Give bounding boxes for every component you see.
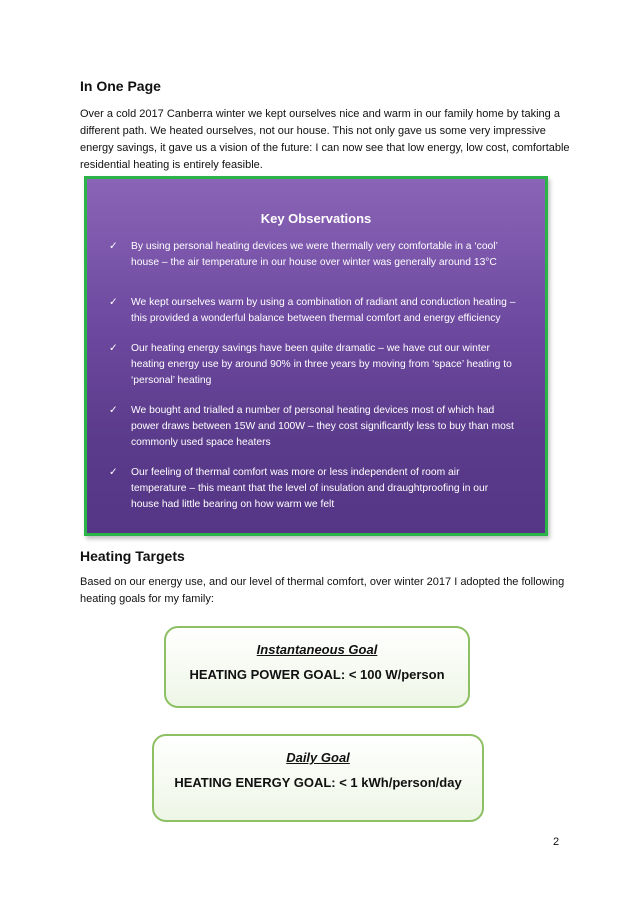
page-number: 2: [553, 836, 560, 848]
observation-line: By using personal heating devices we were thermally very comfortable in a ‘cool’: [131, 241, 498, 252]
key-observations-box: [84, 176, 548, 536]
intro-paragraph: [80, 106, 570, 174]
observation-line: power draws between 15W and 100W – they cost significantly less to buy than most: [131, 421, 514, 432]
targets-paragraph: [80, 574, 570, 608]
intro-line: energy savings, it gave us a vision of the future: I can now see that low energy, low cost, comfortable: [80, 142, 570, 154]
checkmark-icon: ✓: [109, 241, 118, 252]
observation-line: house had little bearing on how warm we felt: [131, 499, 335, 510]
goal-text: HEATING POWER GOAL: < 100 W/person: [189, 667, 445, 682]
observation-line: We bought and trialled a number of personal heating devices most of which had: [131, 405, 495, 416]
targets-line: heating goals for my family:: [80, 593, 214, 605]
key-observations-title: Key Observations: [260, 211, 372, 226]
intro-line: different path. We heated ourselves, not our house. This not only gave us some very impressive: [80, 125, 546, 137]
observation-line: temperature – this meant that the level of insulation and draughtproofing in our: [131, 483, 489, 494]
observation-line: Our feeling of thermal comfort was more or less independent of room air: [131, 467, 460, 478]
intro-line: Over a cold 2017 Canberra winter we kept ourselves nice and warm in our family home by taking a: [80, 108, 560, 120]
daily-goal-box: [152, 734, 484, 822]
instantaneous-goal-box: [164, 626, 470, 708]
observation-line: commonly used space heaters: [131, 437, 271, 448]
observation-line: house – the air temperature in our house over winter was generally around 13°C: [131, 257, 497, 268]
goal-title: Daily Goal: [286, 750, 350, 765]
observation-line: this provided a wonderful balance between thermal comfort and energy efficiency: [131, 313, 501, 324]
observation-line: ‘personal’ heating: [131, 375, 212, 386]
checkmark-icon: ✓: [109, 297, 118, 308]
targets-line: Based on our energy use, and our level of thermal comfort, over winter 2017 I adopted the following: [80, 576, 565, 588]
checkmark-icon: ✓: [109, 343, 118, 354]
section-heading-heating-targets: Heating Targets: [80, 548, 185, 564]
checkmark-icon: ✓: [109, 405, 118, 416]
goal-title: Instantaneous Goal: [256, 642, 378, 657]
intro-line: residential heating is entirely feasible.: [80, 159, 263, 171]
observation-line: heating energy use by around 90% in three years by moving from ‘space’ heating to: [131, 359, 512, 370]
section-heading-in-one-page: In One Page: [80, 78, 161, 94]
goal-text: HEATING ENERGY GOAL: < 1 kWh/person/day: [174, 775, 462, 790]
observation-line: We kept ourselves warm by using a combination of radiant and conduction heating –: [131, 297, 516, 308]
observation-line: Our heating energy savings have been quite dramatic – we have cut our winter: [131, 343, 490, 354]
checkmark-icon: ✓: [109, 467, 118, 478]
